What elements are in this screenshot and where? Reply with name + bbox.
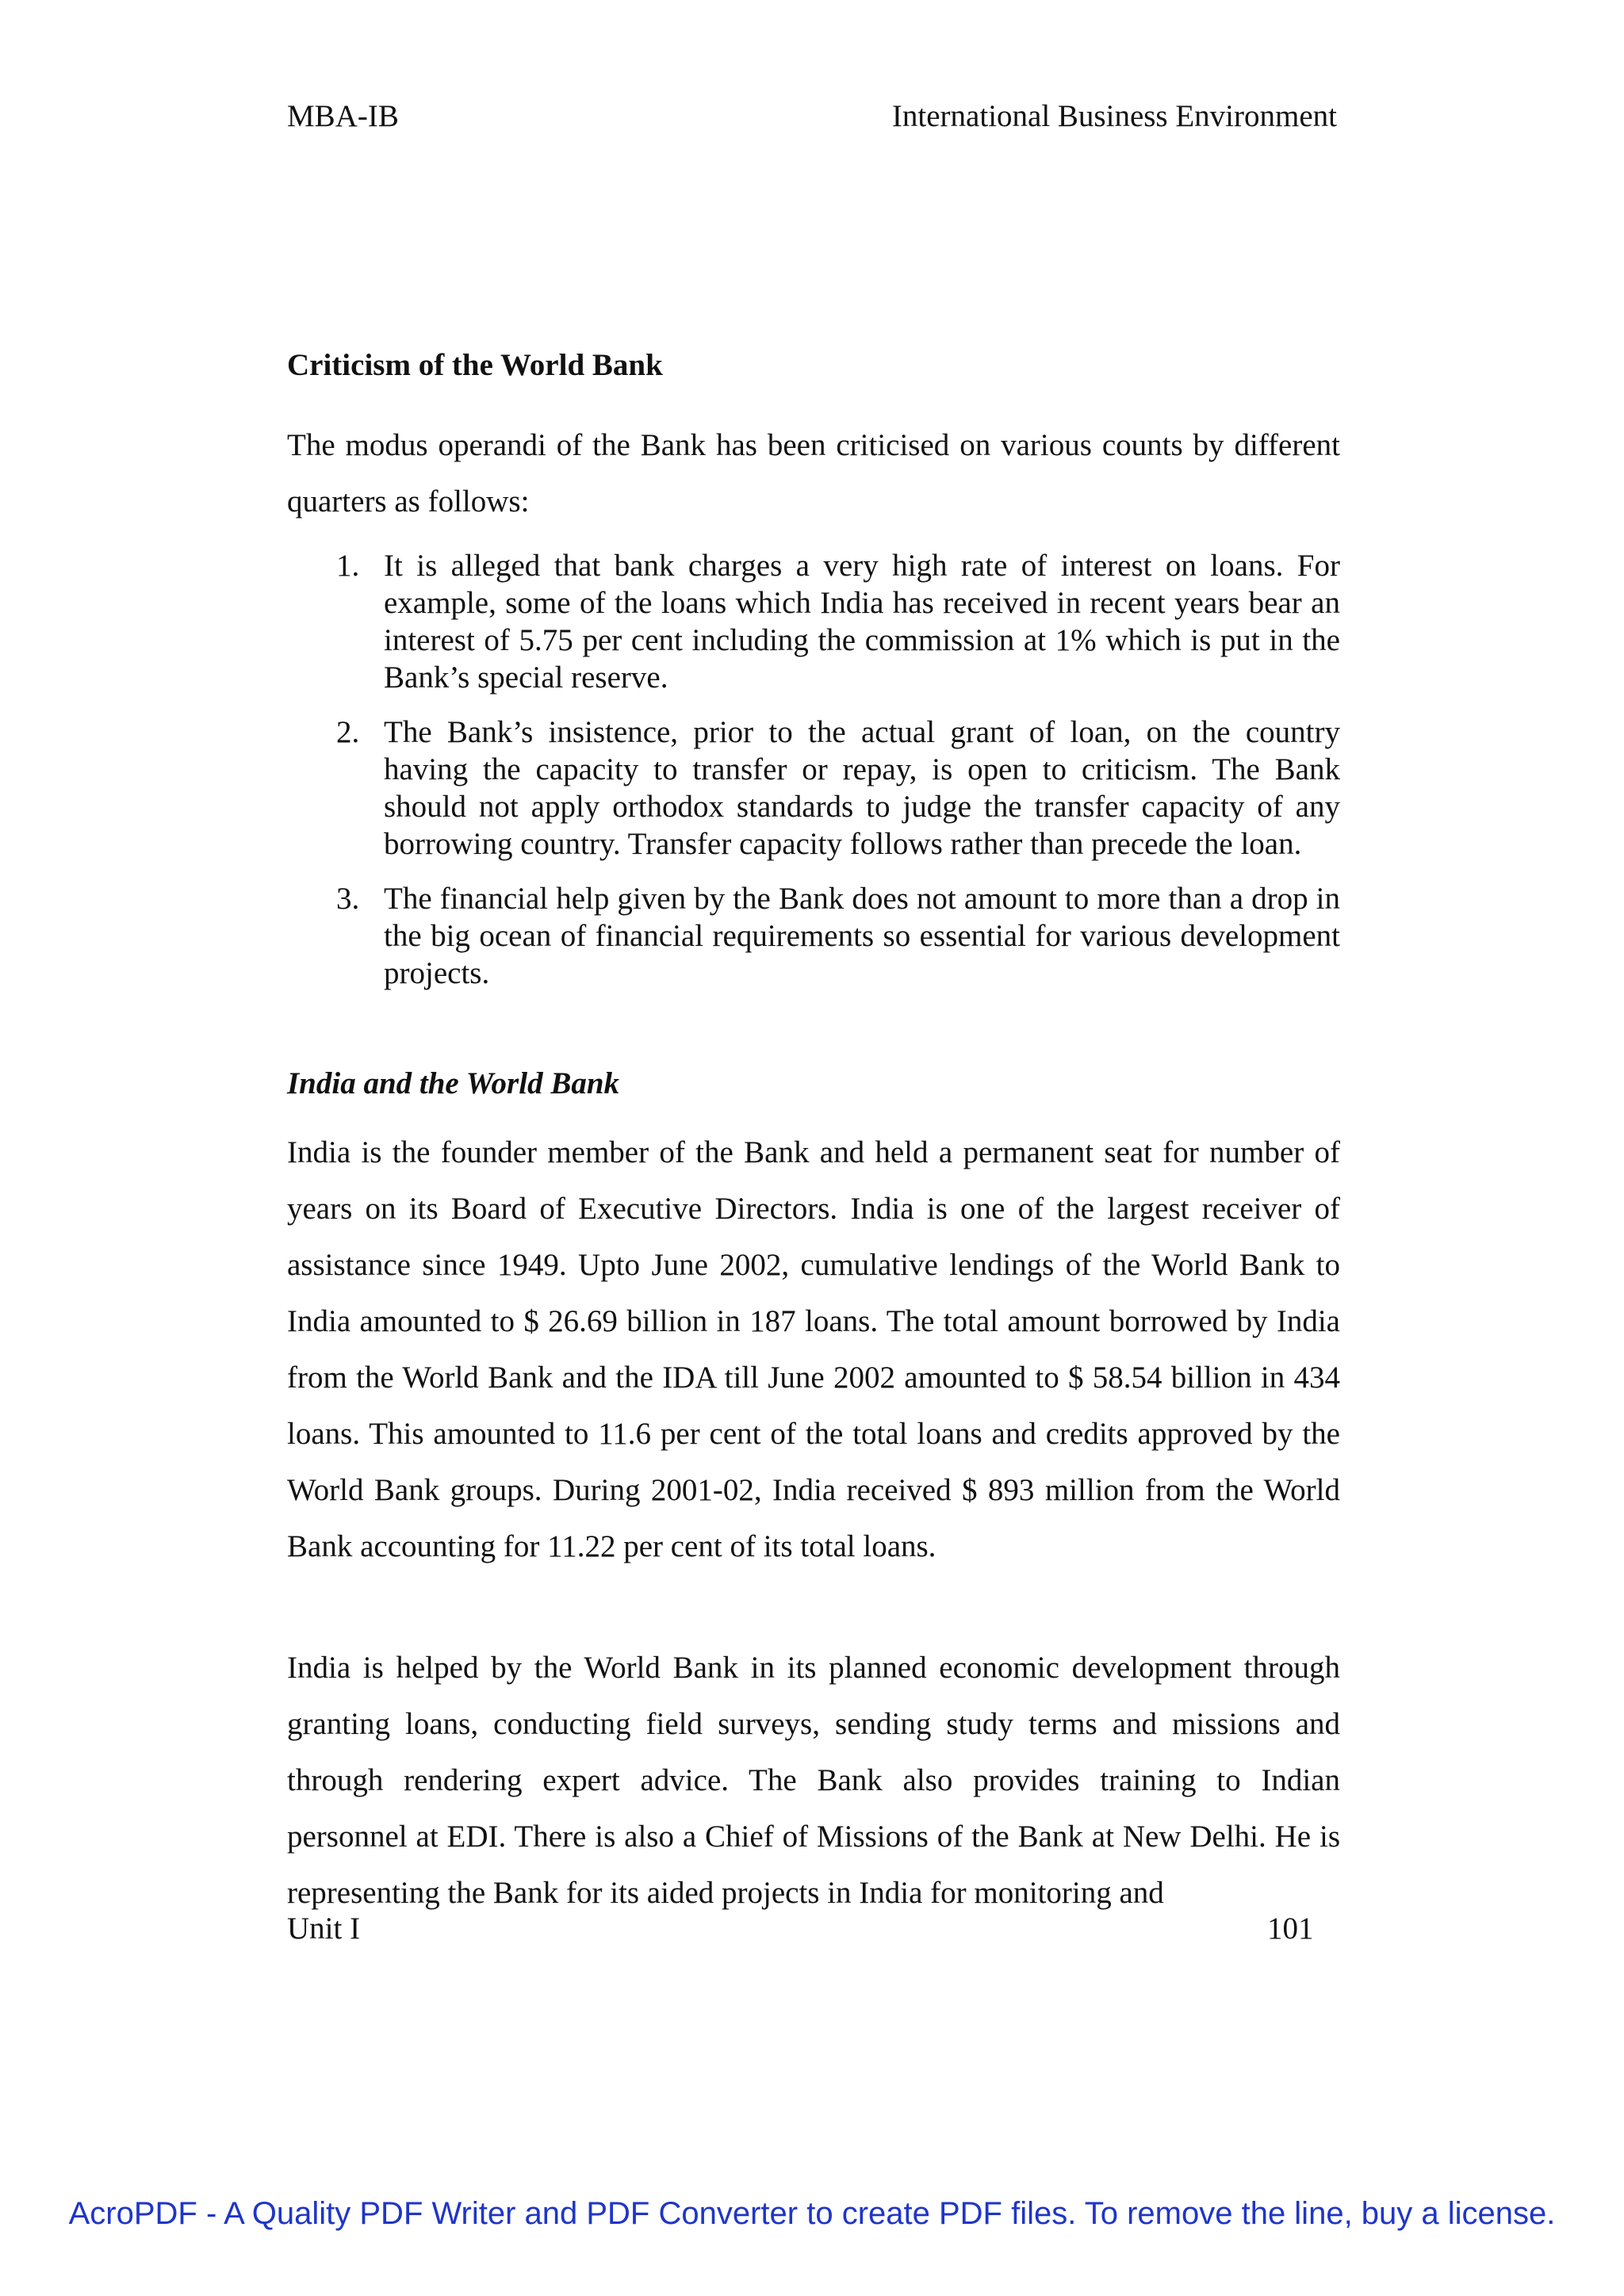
paragraph-india-assistance: India is helped by the World Bank in its planned economic development through granting loans, conducting field surveys, sending study terms and missions and through rendering expert advice. The Bank also provides training to Indian personnel at EDI. There is also a Chief of Missions of the Bank at New Delhi. He is representing the Bank for its aided projects in India for monitoring and	[287, 1651, 1340, 1910]
list-item-text: It is alleged that bank charges a very high rate of interest on loans. For example, some of the loans which India has received in recent years bear an interest of 5.75 per cent including the commission at 1% which is put in the Bank’s special reserve.	[384, 549, 1340, 695]
paragraph-india-lending: India is the founder member of the Bank and held a permanent seat for number of years on its Board of Executive Directors. India is one of the largest receiver of assistance since 1949. Upto June 2002, cumulative lendings of the World Bank to India amounted to $ 26.69 billion in 187 loans. The total amount borrowed by India from the World Bank and the IDA till June 2002 amounted to $ 58.54 billion in 434 loans. This amounted to 11.6 per cent of the total loans and credits approved by the World Bank groups. During 2001-02, India received $ 893 million from the World Bank accounting for 11.22 per cent of its total loans.	[287, 1135, 1340, 1563]
footer-page-number: 101	[1267, 1911, 1314, 1946]
header-course-title: International Business Environment	[891, 99, 1337, 133]
criticism-list	[287, 547, 1340, 1009]
footer-unit: Unit I	[287, 1911, 361, 1946]
header-course-code: MBA-IB	[287, 99, 399, 133]
intro-paragraph: The modus operandi of the Bank has been criticised on various counts by different quarters as follows:	[287, 428, 1340, 519]
list-item	[287, 880, 1340, 992]
list-item-number: 2.	[336, 715, 360, 749]
list-item-number: 1.	[336, 549, 360, 583]
list-item	[287, 714, 1340, 863]
list-item-text: The financial help given by the Bank does not amount to more than a drop in the big ocean of financial requirements so essential for various development projects.	[384, 882, 1340, 990]
list-item-text: The Bank’s insistence, prior to the actual grant of loan, on the country having the capacity to transfer or repay, is open to criticism. The Bank should not apply orthodox standards to judge the transfer capacity of any borrowing country. Transfer capacity follows rather than precede the loan.	[384, 715, 1340, 861]
list-item-number: 3.	[336, 882, 360, 916]
acropdf-banner: AcroPDF - A Quality PDF Writer and PDF Converter to create PDF files. To remove the line, buy a license.	[68, 2196, 1556, 2231]
list-item	[287, 547, 1340, 696]
section-heading-india: India and the World Bank	[287, 1066, 620, 1100]
section-heading-criticism: Criticism of the World Bank	[287, 348, 663, 382]
